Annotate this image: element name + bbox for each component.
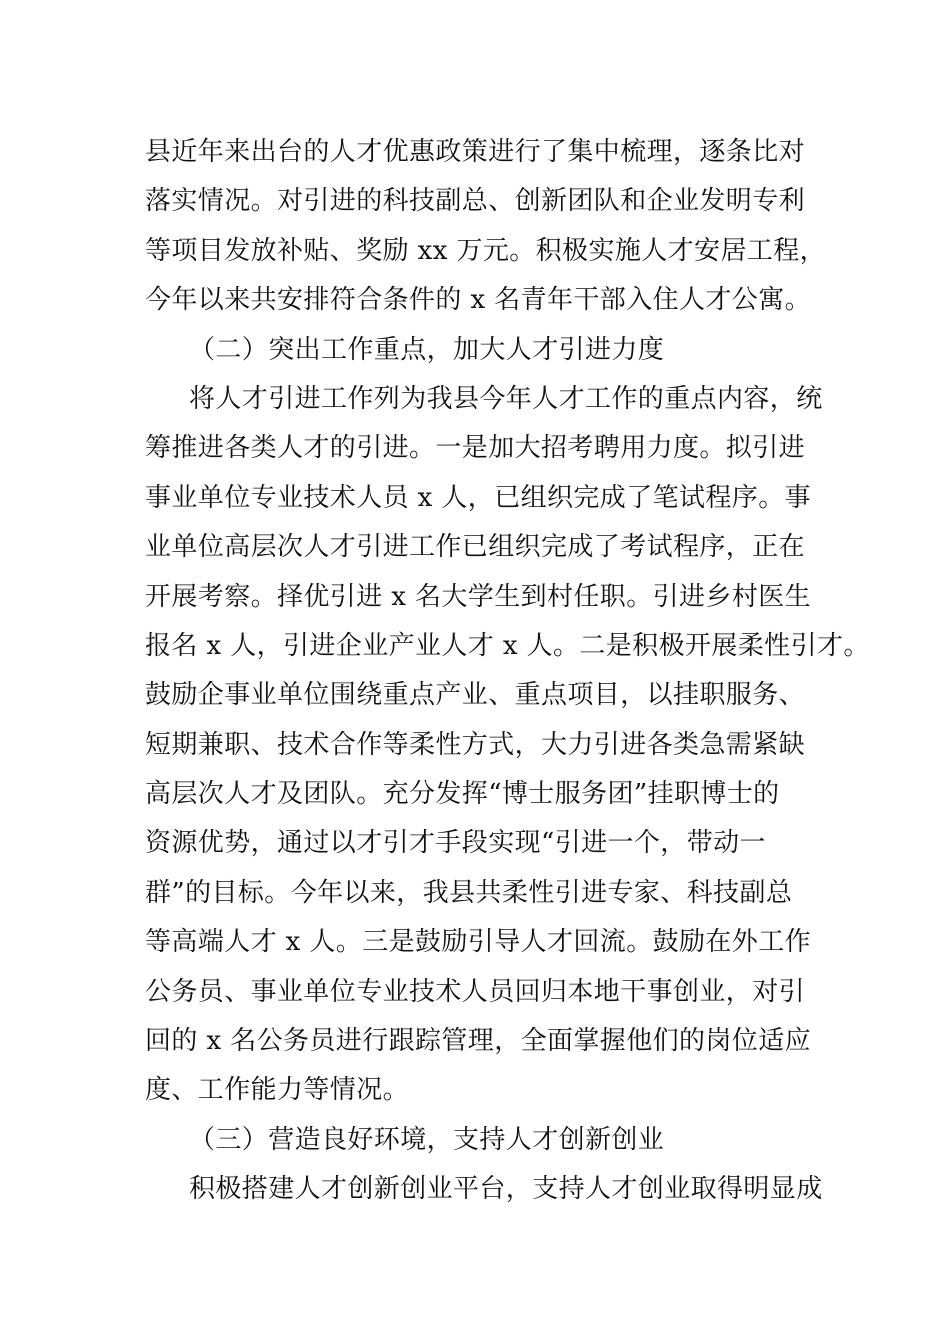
text-line: 群”的目标。今年以来，我县共柔性引进专家、科技副总 bbox=[145, 877, 793, 908]
text-line: 事业单位专业技术人员 x 人，已组织完成了笔试程序。事 bbox=[145, 482, 811, 513]
section-heading: （三）营造良好环境，支持人才创新创业 bbox=[189, 1124, 665, 1155]
text-line: 业单位高层次人才引进工作已组织完成了考试程序，正在 bbox=[145, 532, 806, 563]
text-line: 县近年来出台的人才优惠政策进行了集中梳理，逐条比对 bbox=[145, 137, 806, 167]
text-line: 高层次人才及团队。充分发挥“博士服务团”挂职博士的 bbox=[145, 779, 780, 810]
document-body bbox=[145, 128, 870, 1215]
text-line: 等高端人才 x 人。三是鼓励引导人才回流。鼓励在外工作 bbox=[145, 927, 811, 958]
text-line: 积极搭建人才创新创业平台，支持人才创业取得明显成 bbox=[189, 1174, 823, 1205]
text-line: 开展考察。择优引进 x 名大学生到村任职。引进乡村医生 bbox=[145, 581, 811, 612]
text-line: 将人才引进工作列为我县今年人才工作的重点内容，统 bbox=[189, 383, 823, 414]
text-line: 短期兼职、技术合作等柔性方式，大力引进各类急需紧缺 bbox=[145, 729, 806, 760]
section-heading: （二）突出工作重点，加大人才引进力度 bbox=[189, 334, 665, 365]
text-line: 等项目发放补贴、奖励 xx 万元。积极实施人才安居工程， bbox=[145, 235, 827, 266]
text-line: 资源优势，通过以才引才手段实现“引进一个，带动一 bbox=[145, 828, 766, 859]
text-line: 鼓励企事业单位围绕重点产业、重点项目，以挂职服务、 bbox=[145, 680, 806, 711]
text-line: 度、工作能力等情况。 bbox=[145, 1075, 410, 1106]
text-line: 今年以来共安排符合条件的 x 名青年干部入住人才公寓。 bbox=[145, 285, 811, 316]
text-line: 公务员、事业单位专业技术人员回归本地干事创业，对引 bbox=[145, 976, 806, 1007]
text-line: 报名 x 人，引进企业产业人才 x 人。二是积极开展柔性引才。 bbox=[145, 630, 870, 661]
text-line: 回的 x 名公务员进行跟踪管理，全面掌握他们的岗位适应 bbox=[145, 1026, 811, 1057]
text-line: 筹推进各类人才的引进。一是加大招考聘用力度。拟引进 bbox=[145, 433, 806, 464]
text-line: 落实情况。对引进的科技副总、创新团队和企业发明专利 bbox=[145, 186, 806, 217]
